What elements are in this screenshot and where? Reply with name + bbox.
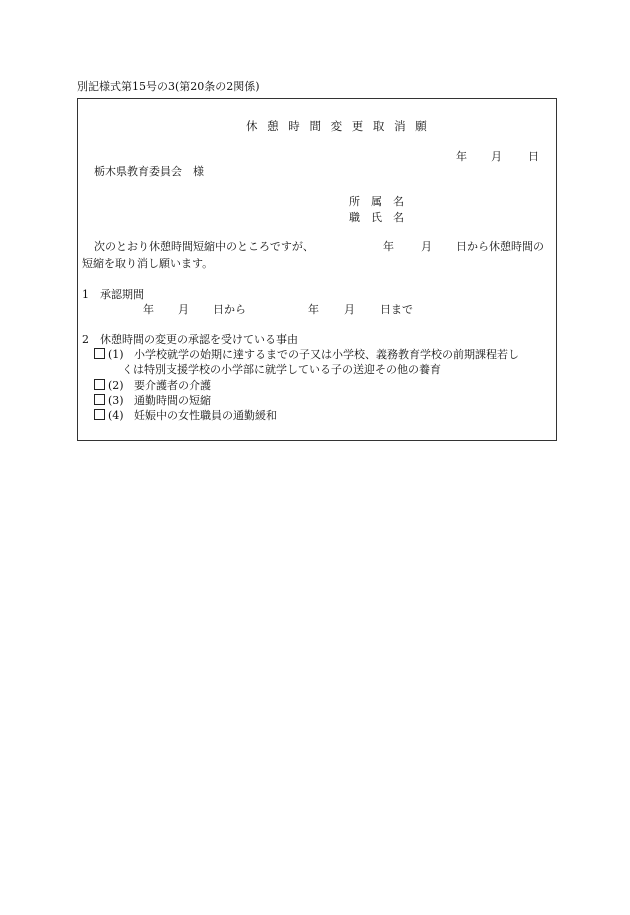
reason-2-checkbox[interactable]	[94, 379, 105, 390]
reason-1-text: 小学校就学の始期に達するまでの子又は小学校、義務教育学校の前期課程若し	[134, 348, 519, 361]
reason-item-4[interactable]	[94, 409, 124, 423]
body-year-label: 年	[383, 240, 394, 253]
reason-2-text: 要介護者の介護	[134, 379, 211, 392]
date-day-label: 日	[528, 150, 539, 163]
period-start-year: 年	[143, 303, 154, 316]
reason-4-text: 妊娠中の女性職員の通勤緩和	[134, 409, 277, 422]
date-month-label: 月	[491, 150, 502, 163]
addressee: 栃木県教育委員会 様	[94, 165, 204, 178]
affiliation-label: 所 属 名	[349, 195, 404, 208]
body-month-label: 月	[421, 240, 432, 253]
section-2-heading: 2 休憩時間の変更の承認を受けている事由	[82, 333, 298, 346]
period-end-month: 月	[344, 303, 355, 316]
reason-item-2[interactable]	[94, 379, 124, 393]
name-label: 職 氏 名	[349, 211, 404, 224]
form-title: 休 憩 時 間 変 更 取 消 願	[246, 119, 430, 133]
reason-1-checkbox[interactable]	[94, 348, 105, 359]
period-start-from: 日から	[213, 303, 246, 316]
body-line-2: 短縮を取り消し願います。	[82, 257, 214, 270]
section-1-heading: 1 承認期間	[82, 288, 144, 301]
period-end-until: 日まで	[380, 303, 413, 316]
date-year-label: 年	[456, 150, 467, 163]
period-start-month: 月	[178, 303, 189, 316]
reason-4-number: (4)	[108, 409, 124, 422]
reason-2-number: (2)	[108, 379, 124, 392]
reason-item-3[interactable]	[94, 394, 124, 408]
body-from-text: 日から休憩時間の	[456, 240, 544, 253]
reason-3-checkbox[interactable]	[94, 394, 105, 405]
reason-4-checkbox[interactable]	[94, 409, 105, 420]
reason-3-text: 通勤時間の短縮	[134, 394, 211, 407]
reason-1-number: (1)	[108, 348, 124, 361]
period-end-year: 年	[308, 303, 319, 316]
body-line-1: 次のとおり休憩時間短縮中のところですが、	[94, 240, 314, 253]
reason-3-number: (3)	[108, 394, 124, 407]
reason-item-1[interactable]	[94, 348, 124, 362]
reason-1-text-continued: くは特別支援学校の小学部に就学している子の送迎その他の養育	[122, 363, 441, 376]
form-number: 別記様式第15号の3(第20条の2関係)	[77, 80, 260, 93]
